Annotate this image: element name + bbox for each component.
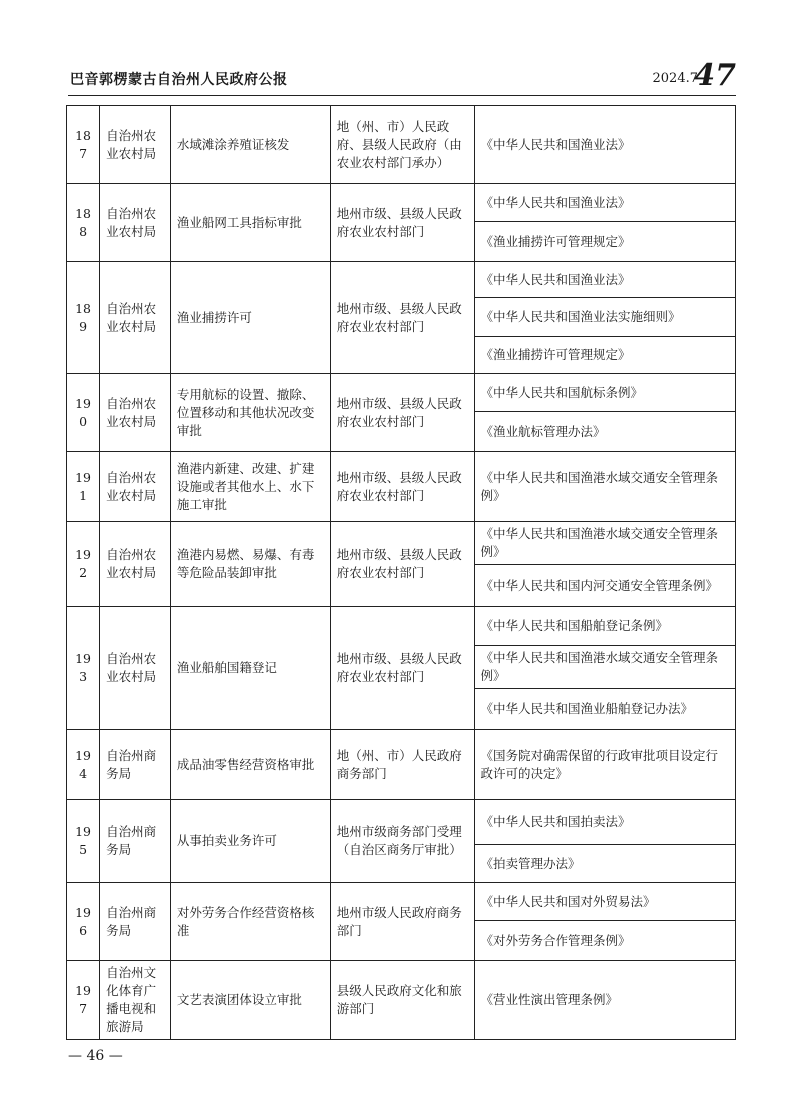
department-cell: 自治州农业农村局: [100, 452, 171, 522]
header-divider: [68, 95, 736, 96]
table-row: [67, 800, 736, 845]
table-row: [67, 184, 736, 222]
table-row: [67, 452, 736, 522]
implementing-agency-cell: 地（州、市）人民政府商务部门: [330, 730, 474, 800]
legal-basis-cell: 《中华人民共和国渔港水域交通安全管理条例》: [474, 452, 735, 522]
legal-basis-cell: 《中华人民共和国拍卖法》: [474, 800, 735, 845]
row-number: 197: [67, 961, 100, 1040]
legal-basis-cell: 《营业性演出管理条例》: [474, 961, 735, 1040]
legal-basis-cell: 《中华人民共和国渔业法实施细则》: [474, 298, 735, 337]
department-cell: 自治州农业农村局: [100, 106, 171, 184]
department-cell: 自治州商务局: [100, 883, 171, 961]
implementing-agency-cell: 地州市级、县级人民政府农业农村部门: [330, 184, 474, 262]
department-cell: 自治州商务局: [100, 800, 171, 883]
legal-basis-cell: 《中华人民共和国船舶登记条例》: [474, 607, 735, 646]
approval-item-cell: 渔港内易燃、易爆、有毒等危险品装卸审批: [170, 522, 330, 607]
approval-item-cell: 对外劳务合作经营资格核准: [170, 883, 330, 961]
table-row: [67, 730, 736, 800]
row-number: 196: [67, 883, 100, 961]
department-cell: 自治州农业农村局: [100, 262, 171, 374]
table-row: [67, 883, 736, 921]
row-number: 194: [67, 730, 100, 800]
legal-basis-cell: 《中华人民共和国渔业法》: [474, 106, 735, 184]
legal-basis-cell: 《中华人民共和国内河交通安全管理条例》: [474, 565, 735, 607]
implementing-agency-cell: 地州市级商务部门受理（自治区商务厅审批）: [330, 800, 474, 883]
approval-item-cell: 渔港内新建、改建、扩建设施或者其他水上、水下施工审批: [170, 452, 330, 522]
legal-basis-cell: 《中华人民共和国渔业法》: [474, 184, 735, 222]
legal-basis-cell: 《中华人民共和国渔业船舶登记办法》: [474, 689, 735, 730]
legal-basis-cell: 《国务院对确需保留的行政审批项目设定行政许可的决定》: [474, 730, 735, 800]
department-cell: 自治州农业农村局: [100, 607, 171, 730]
row-number: 192: [67, 522, 100, 607]
row-number: 190: [67, 374, 100, 452]
table-row: [67, 522, 736, 565]
page-header: [68, 58, 736, 93]
implementing-agency-cell: 地州市级、县级人民政府农业农村部门: [330, 374, 474, 452]
legal-basis-cell: 《中华人民共和国对外贸易法》: [474, 883, 735, 921]
approval-item-cell: 渔业船舶国籍登记: [170, 607, 330, 730]
implementing-agency-cell: 地州市级、县级人民政府农业农村部门: [330, 262, 474, 374]
department-cell: 自治州文化体育广播电视和旅游局: [100, 961, 171, 1040]
row-number: 187: [67, 106, 100, 184]
approval-item-cell: 渔业捕捞许可: [170, 262, 330, 374]
table-row: [67, 607, 736, 646]
gazette-title: 巴音郭楞蒙古自治州人民政府公报: [70, 72, 288, 88]
implementing-agency-cell: 地州市级、县级人民政府农业农村部门: [330, 522, 474, 607]
legal-basis-cell: 《渔业捕捞许可管理规定》: [474, 337, 735, 374]
approval-item-cell: 成品油零售经营资格审批: [170, 730, 330, 800]
department-cell: 自治州商务局: [100, 730, 171, 800]
approval-item-cell: 文艺表演团体设立审批: [170, 961, 330, 1040]
legal-basis-cell: 《中华人民共和国渔业法》: [474, 262, 735, 298]
row-number: 189: [67, 262, 100, 374]
legal-basis-cell: 《拍卖管理办法》: [474, 845, 735, 883]
page-footer: — 46 —: [68, 1048, 123, 1064]
table-row: [67, 106, 736, 184]
table-row: [67, 961, 736, 1040]
row-number: 193: [67, 607, 100, 730]
legal-basis-cell: 《渔业捕捞许可管理规定》: [474, 222, 735, 262]
legal-basis-cell: 《中华人民共和国渔港水域交通安全管理条例》: [474, 646, 735, 689]
implementing-agency-cell: 地州市级、县级人民政府农业农村部门: [330, 607, 474, 730]
approval-item-cell: 水域滩涂养殖证核发: [170, 106, 330, 184]
department-cell: 自治州农业农村局: [100, 184, 171, 262]
table-row: [67, 262, 736, 298]
row-number: 188: [67, 184, 100, 262]
implementing-agency-cell: 地（州、市）人民政府、县级人民政府（由农业农村部门承办）: [330, 106, 474, 184]
implementing-agency-cell: 县级人民政府文化和旅游部门: [330, 961, 474, 1040]
legal-basis-cell: 《中华人民共和国渔港水域交通安全管理条例》: [474, 522, 735, 565]
row-number: 195: [67, 800, 100, 883]
row-number: 191: [67, 452, 100, 522]
issue-date: 2024.7: [652, 71, 698, 86]
department-cell: 自治州农业农村局: [100, 522, 171, 607]
approval-item-cell: 专用航标的设置、撤除、位置移动和其他状况改变审批: [170, 374, 330, 452]
table-row: [67, 374, 736, 412]
implementing-agency-cell: 地州市级、县级人民政府农业农村部门: [330, 452, 474, 522]
implementing-agency-cell: 地州市级人民政府商务部门: [330, 883, 474, 961]
legal-basis-cell: 《中华人民共和国航标条例》: [474, 374, 735, 412]
approval-item-cell: 渔业船网工具指标审批: [170, 184, 330, 262]
approval-items-table: [66, 105, 736, 1040]
department-cell: 自治州农业农村局: [100, 374, 171, 452]
legal-basis-cell: 《对外劳务合作管理条例》: [474, 921, 735, 961]
approval-item-cell: 从事拍卖业务许可: [170, 800, 330, 883]
legal-basis-cell: 《渔业航标管理办法》: [474, 412, 735, 452]
header-page-number: 47: [694, 58, 736, 93]
